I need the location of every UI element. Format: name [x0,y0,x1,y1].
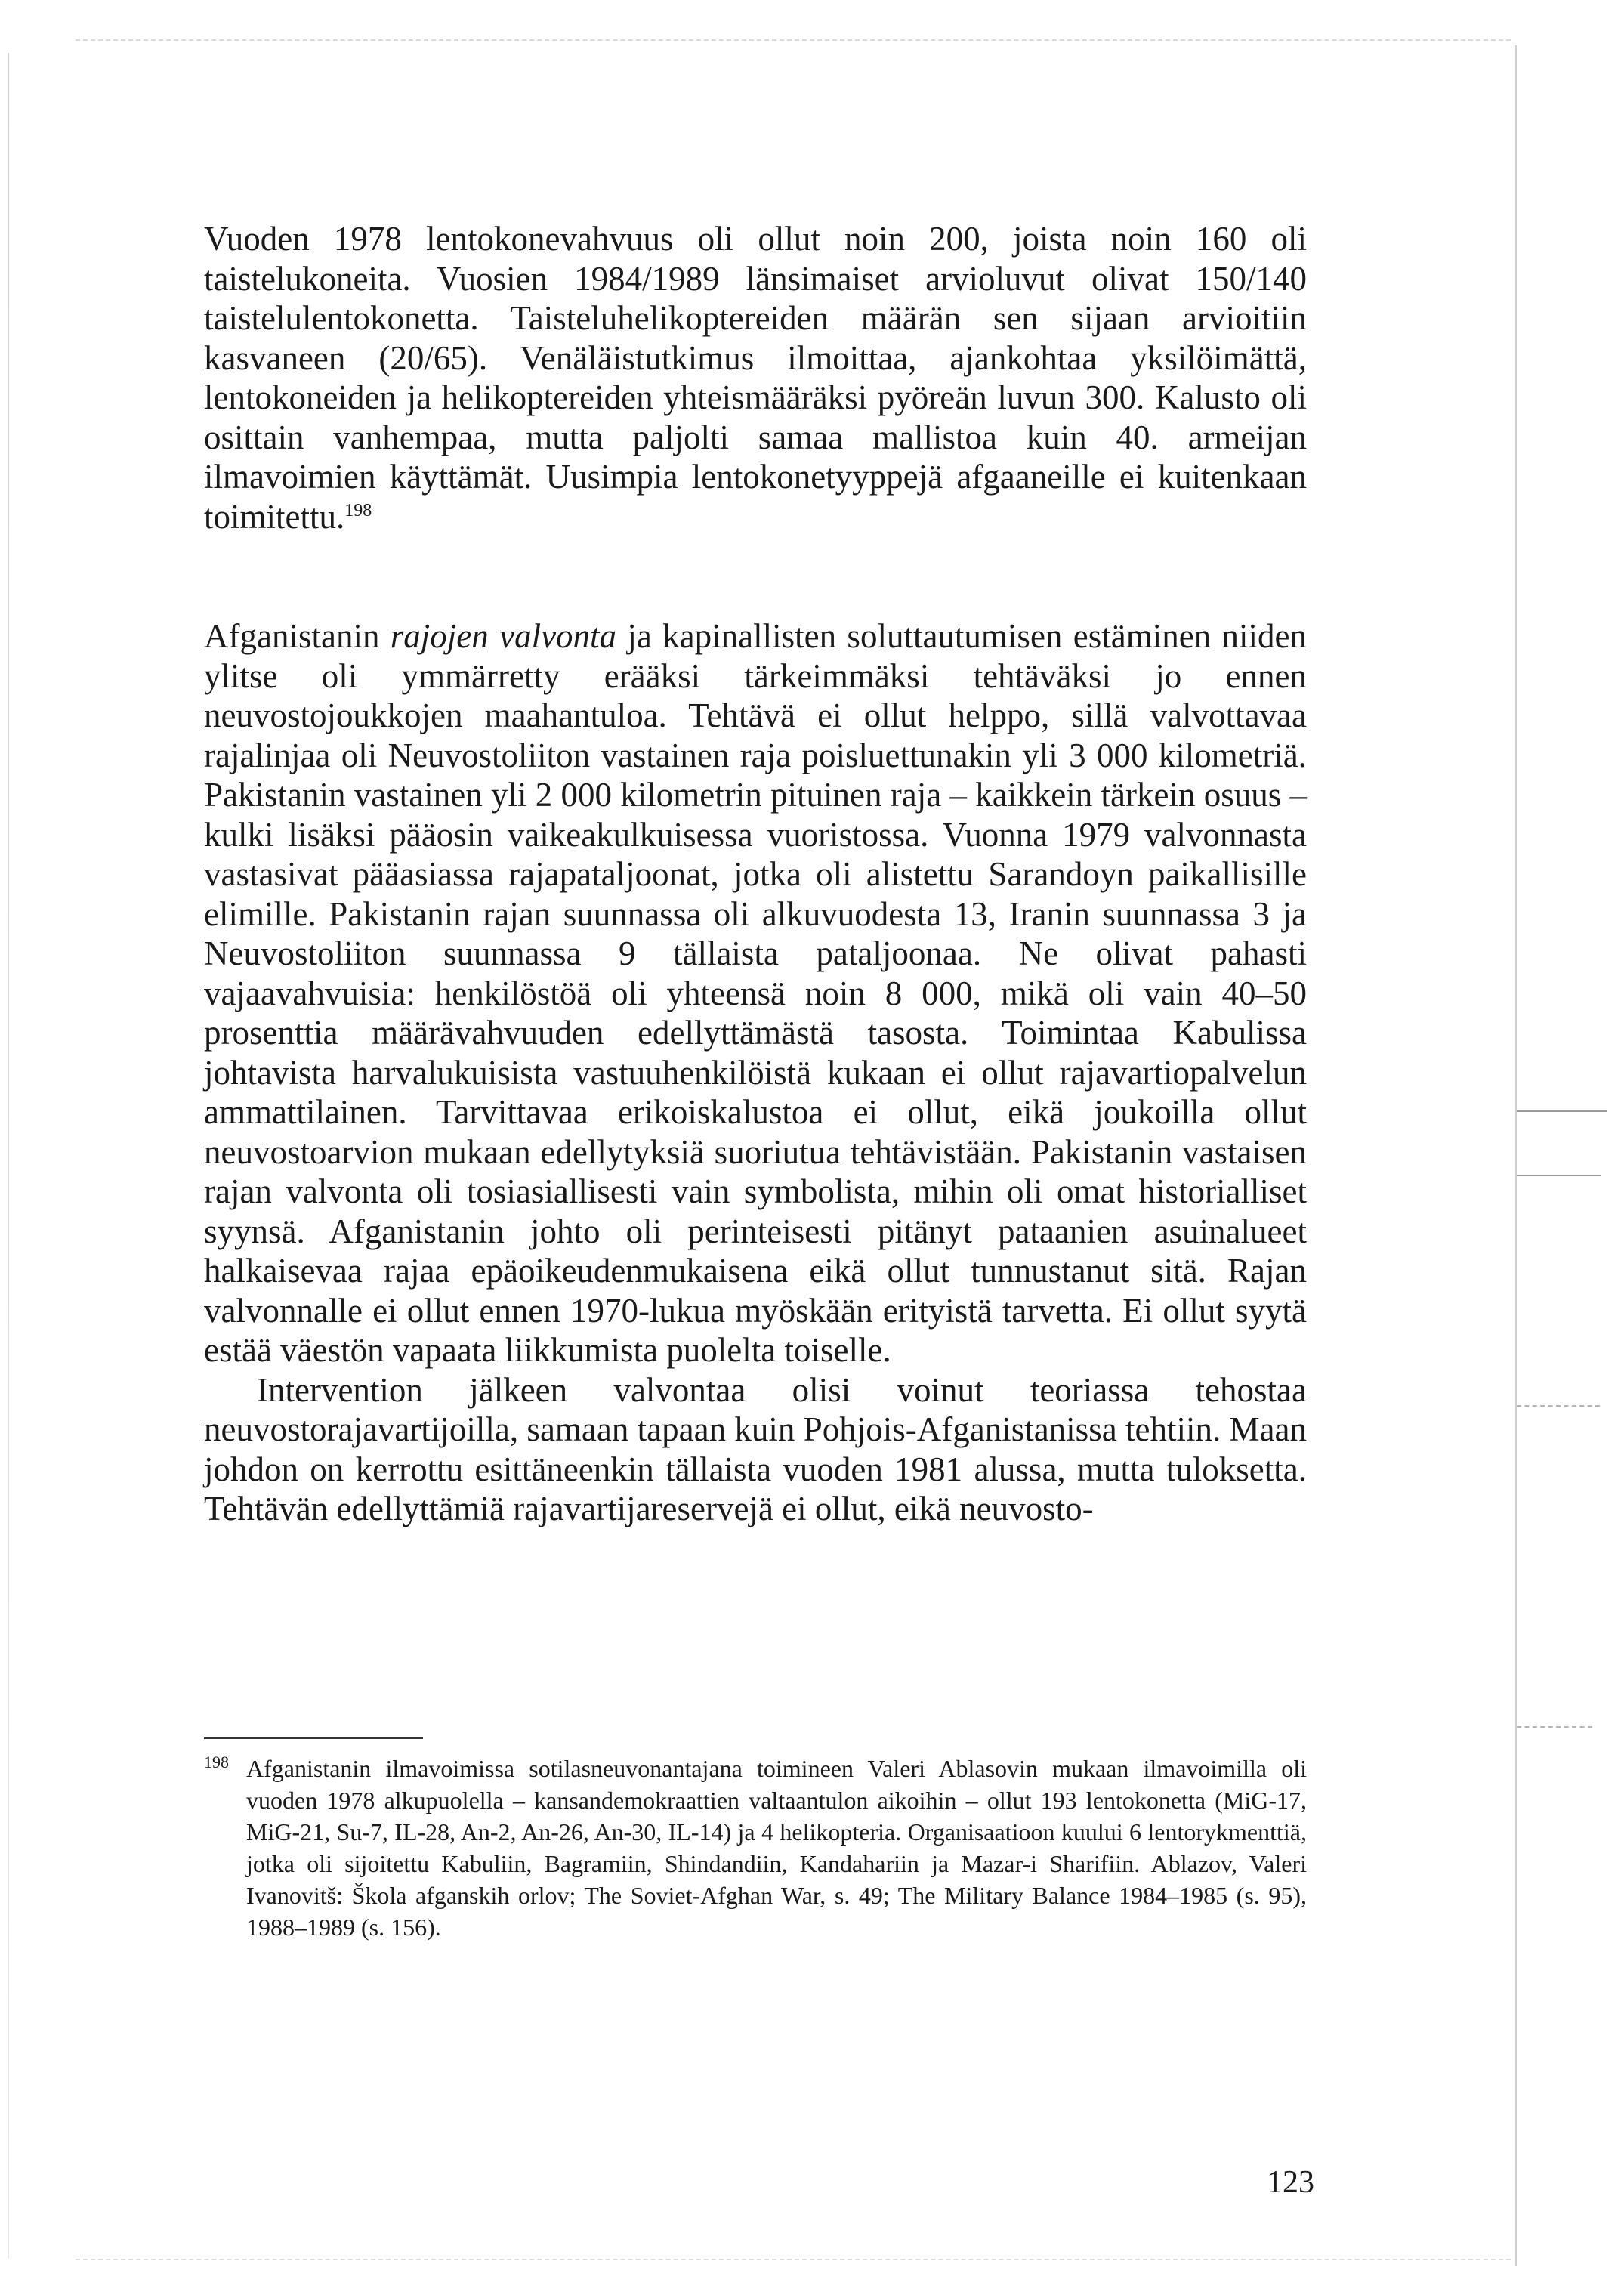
margin-mark [1517,1726,1592,1728]
paragraph-text-start: Afganistanin [204,617,391,655]
footnote-area [204,1737,1307,1943]
paragraph-aircraft-strength [204,219,1307,536]
margin-mark [1517,1405,1600,1407]
emphasized-term: rajojen valvonta [390,617,617,655]
paragraph-text: Intervention jälkeen valvontaa olisi voinut teoriassa tehostaa neuvostorajavartijoilla, samaan tapaan kuin Pohjois-Afganistanissa tehtiin. Maan johdon on kerrottu esittäneenkin tällaista vuoden 1981 alussa, mutta tuloksetta. Tehtävän edellyttämiä rajavartijareservejä ei ollut, eikä neuvosto- [204,1370,1307,1527]
scan-edge-top [76,39,1511,41]
margin-mark [1517,1110,1607,1112]
scan-edge-right [1515,45,1517,2266]
footnote-separator [204,1737,423,1739]
paragraph-text-rest: ja kapinallisten soluttautumisen estäminen niiden ylitse oli ymmärretty erääksi tärkeimmäksi tehtäväksi jo ennen neuvostojoukkojen maahantuloa. Tehtävä ei ollut helppo, sillä valvottavaa rajalinjaa oli Neuvostoliiton vastainen raja poisluettunakin yli 3 000 kilometriä. Pakistanin vastainen yli 2 000 kilometrin pituinen raja – kaikkein tärkein osuus – kulki lisäksi pääosin vaikeakulkuisessa vuoristossa. Vuonna 1979 valvonnasta vastasivat pääasiassa rajapataljoonat, jotka oli alistettu Sarandoyn paikallisille elimille. Pakistanin rajan suunnassa oli alkuvuodesta 13, Iranin suunnassa 3 ja Neuvostoliiton suunnassa 9 tällaista pataljoonaa. Ne olivat pahasti vajaavahvuisia: henkilöstöä oli yhteensä noin 8 000, mikä oli vain 40–50 prosenttia määrävahvuuden edellyttämästä tasosta. Toimintaa Kabulissa johtavista harvalukuisista vastuuhenkilöistä kukaan ei ollut rajavartiopalvelun ammattilainen. Tarvittavaa erikoiskalustoa ei ollut, eikä joukoilla ollut neuvostoarvion mukaan edellytyksiä suoriutua tehtävistään. Pakistanin vastaisen rajan valvonta oli tosiasiallisesti vain symbolista, mihin oli omat historialliset syynsä. Afganistanin johto oli perinteisesti pitänyt pataanien asuinalueet halkaisevaa rajaa epäoikeudenmukaisena eikä ollut tunnustanut sitä. Rajan valvonnalle ei ollut ennen 1970-lukua myöskään erityistä tarvetta. Ei ollut syytä estää väestön vapaata liikkumista puolelta toiselle. [204,617,1307,1369]
footnote-reference: 198 [344,500,372,520]
margin-mark [1517,1175,1601,1176]
paragraph-text: Vuoden 1978 lentokonevahvuus oli ollut noin 200, joista noin 160 oli taistelukoneita. Vuosien 1984/1989 länsimaiset arvioluvut olivat 150/140 taistelulentokonetta. Taisteluhelikoptereiden määrän sen sijaan arvioitiin kasvaneen (20/65). Venäläistutkimus ilmoittaa, ajankohtaa yksilöimättä, lentokoneiden ja helikoptereiden yhteismääräksi pyöreän luvun 300. Kalusto oli osittain vanhempaa, mutta paljolti samaa mallistoa kuin 40. armeijan ilmavoimien käyttämät. Uusimpia lentokonetyyppejä afgaaneille ei kuitenkaan toimitettu. [204,220,1307,536]
footnote-text: Afganistanin ilmavoimissa sotilasneuvonantajana toimineen Valeri Ablasovin mukaan ilmavoimilla oli vuoden 1978 alkupuolella – kansandemokraattien valtaantulon aikoihin – ollut 193 lentokonetta (MiG-17, MiG-21, Su-7, IL-28, An-2, An-26, An-30, IL-14) ja 4 helikopteria. Organisaatioon kuului 6 lentorykmenttiä, jotka oli sijoitettu Kabuliin, Bagramiin, Shindandiin, Kandahariin ja Mazar-i Sharifiin. Ablazov, Valeri Ivanovitš: Škola afganskih orlov; The Soviet-Afghan War, s. 49; The Military Balance 1984–1985 (s. 95), 1988–1989 (s. 156). [246,1755,1307,1941]
paragraph-intervention [204,1370,1307,1529]
scan-edge-bottom [76,2259,1511,2260]
paragraph-border-control [204,616,1307,1370]
page-number: 123 [1267,2165,1314,2200]
scan-edge-left [8,53,9,2259]
page-body [204,219,1307,1529]
footnote-198: 198 Afganistanin ilmavoimissa sotilasneuvonantajana toimineen Valeri Ablasovin mukaan ilmavoimilla oli vuoden 1978 alkupuolella – kansandemokraattien valtaantulon aikoihin – ollut 193 lentokonetta (MiG-17, MiG-21, Su-7, IL-28, An-2, An-26, An-30, IL-14) ja 4 helikopteria. Organisaatioon kuului 6 lentorykmenttiä, jotka oli sijoitettu Kabuliin, Bagramiin, Shindandiin, Kandahariin ja Mazar-i Sharifiin. Ablazov, Valeri Ivanovitš: Škola afganskih orlov; The Soviet-Afghan War, s. 49; The Military Balance 1984–1985 (s. 95), 1988–1989 (s. 156). [204,1753,1307,1941]
